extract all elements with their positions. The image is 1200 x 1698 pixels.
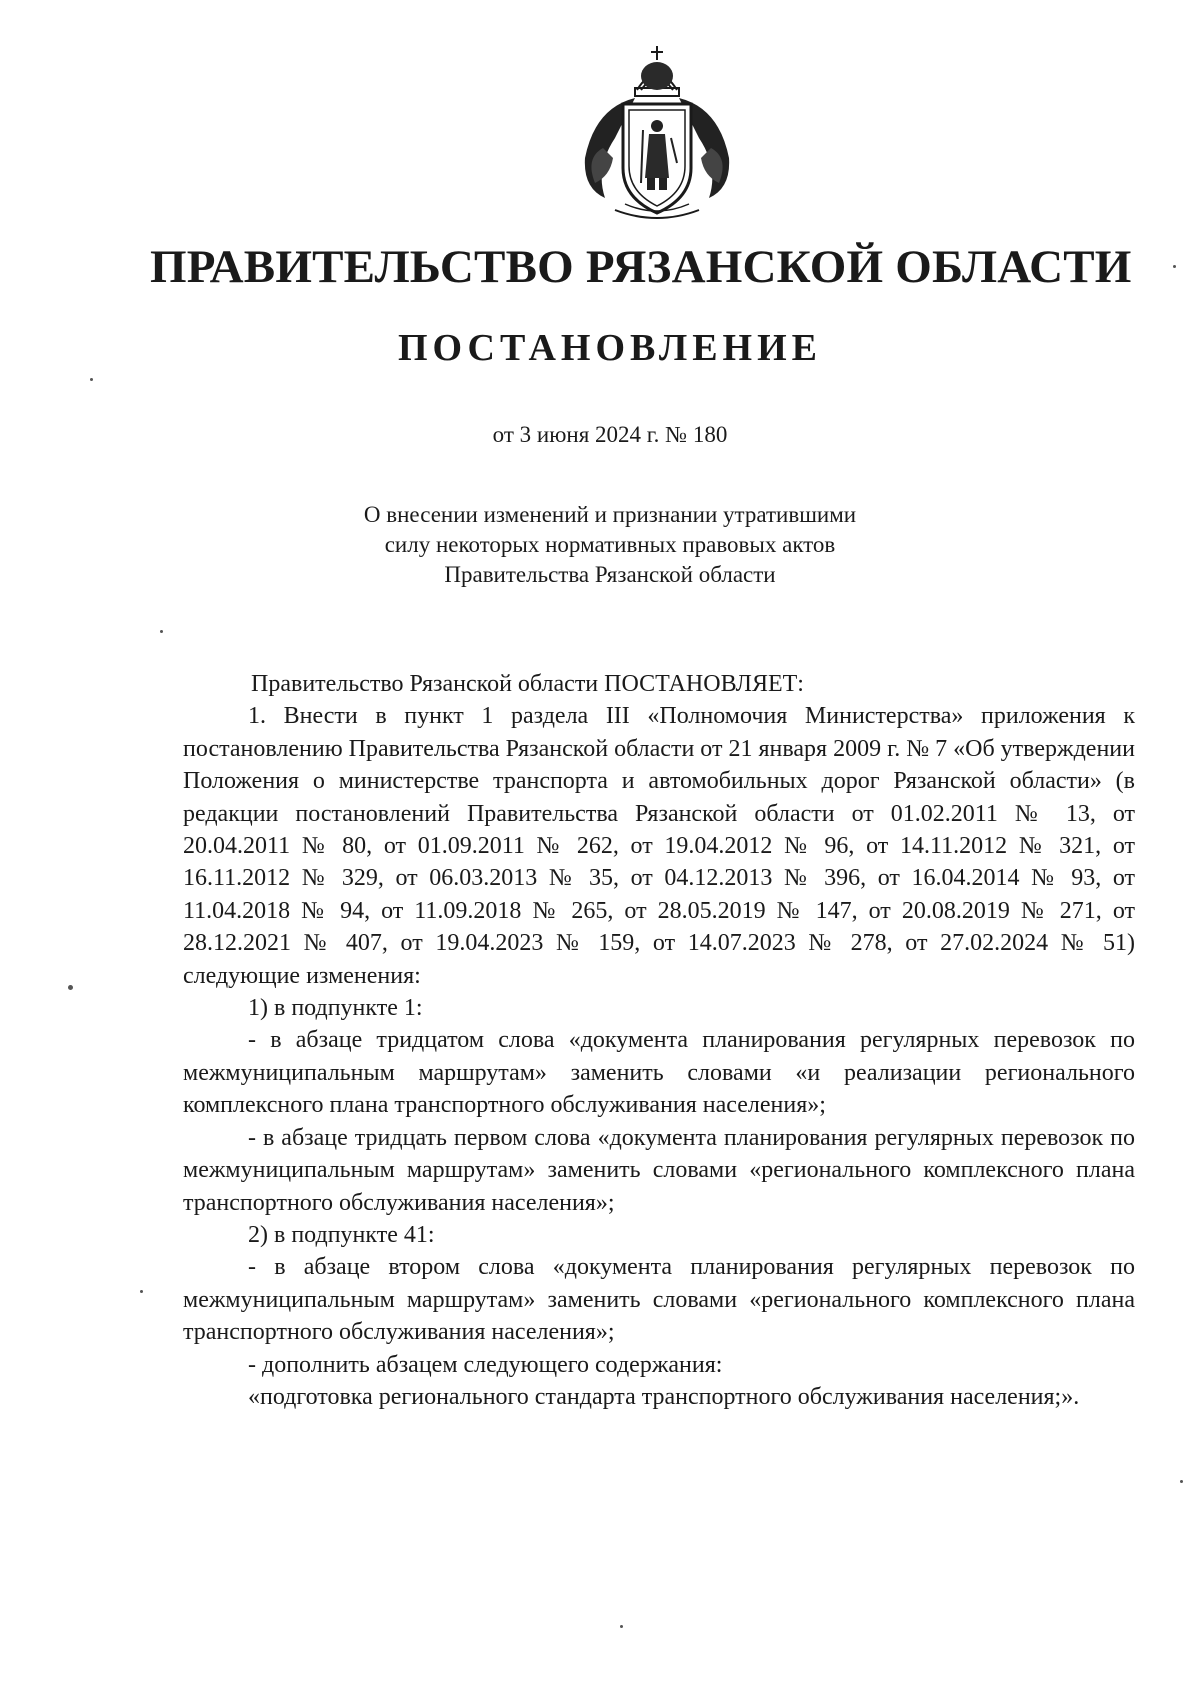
scan-speck [160,630,163,633]
scan-speck [1173,265,1176,268]
change-paragraph: - дополнить абзацем следующего содержания: [248,1351,723,1378]
preamble-paragraph: Правительство Рязанской области ПОСТАНОВЛЯЕТ: [251,671,804,697]
change-paragraph: - в абзаце тридцать первом слова «документа планирования регулярных перевозок по межмуниципальным маршрутам» заменить словами «регионального комплексного плана транспортного обслуживания населения»; [183,1124,1135,1216]
decree-body [183,668,1135,1413]
subject-line: О внесении изменений и признании утратившими [363,502,857,527]
document-type-heading: ПОСТАНОВЛЕНИЕ [397,327,823,369]
change-paragraph: - в абзаце втором слова «документа планирования регулярных перевозок по межмуниципальным маршрутам» заменить словами «регионального комплексного плана транспортного обслуживания населения»; [183,1254,1135,1346]
government-title: ПРАВИТЕЛЬСТВО РЯЗАНСКОЙ ОБЛАСТИ [150,241,1132,293]
coat-of-arms-emblem [565,38,750,226]
subitem-2-paragraph: 2) в подпункте 41: [248,1221,435,1248]
scan-speck [140,1290,143,1293]
item-1-paragraph: 1. Внести в пункт 1 раздела III «Полномочия Министерства» приложения к постановлению Правительства Рязанской области от 21 января 2009 г. № 7 «Об утверждении Положения о министерстве транспорта и автомобильных дорог Рязанской области» (в редакции постановлений Правительства Рязанской области от 01.02.2011 № 13, от 20.04.2011 № 80, от 01.09.2011 № 262, от 19.04.2012 № 96, от 14.11.2012 № 321, от 16.11.2012 № 329, от 06.03.2013 № 35, от 04.12.2013 № 396, от 16.04.2014 № 93, от 11.04.2018 № 94, от 11.09.2018 № 265, от 28.05.2019 № 147, от 20.08.2019 № 271, от 28.12.2021 № 407, от 19.04.2023 № 159, от 14.07.2023 № 278, от 27.02.2024 № 51) следующие изменения: [183,703,1135,989]
quoted-addition-paragraph: «подготовка регионального стандарта транспортного обслуживания населения;». [248,1383,1080,1410]
subject-line: силу некоторых нормативных правовых актов [384,532,836,557]
scan-speck [90,378,93,381]
scan-speck [68,985,73,990]
scan-speck [620,1625,623,1628]
change-paragraph: - в абзаце тридцатом слова «документа планирования регулярных перевозок по межмуниципальным маршрутам» заменить словами «и реализации регионального комплексного плана транспортного обслуживания населения»; [183,1027,1135,1119]
subject-line: Правительства Рязанской области [444,562,776,587]
subitem-1-paragraph: 1) в подпункте 1: [248,995,423,1022]
date-and-number: от 3 июня 2024 г. № 180 [492,422,728,447]
subject-heading [290,500,930,590]
scan-speck [1180,1480,1183,1483]
